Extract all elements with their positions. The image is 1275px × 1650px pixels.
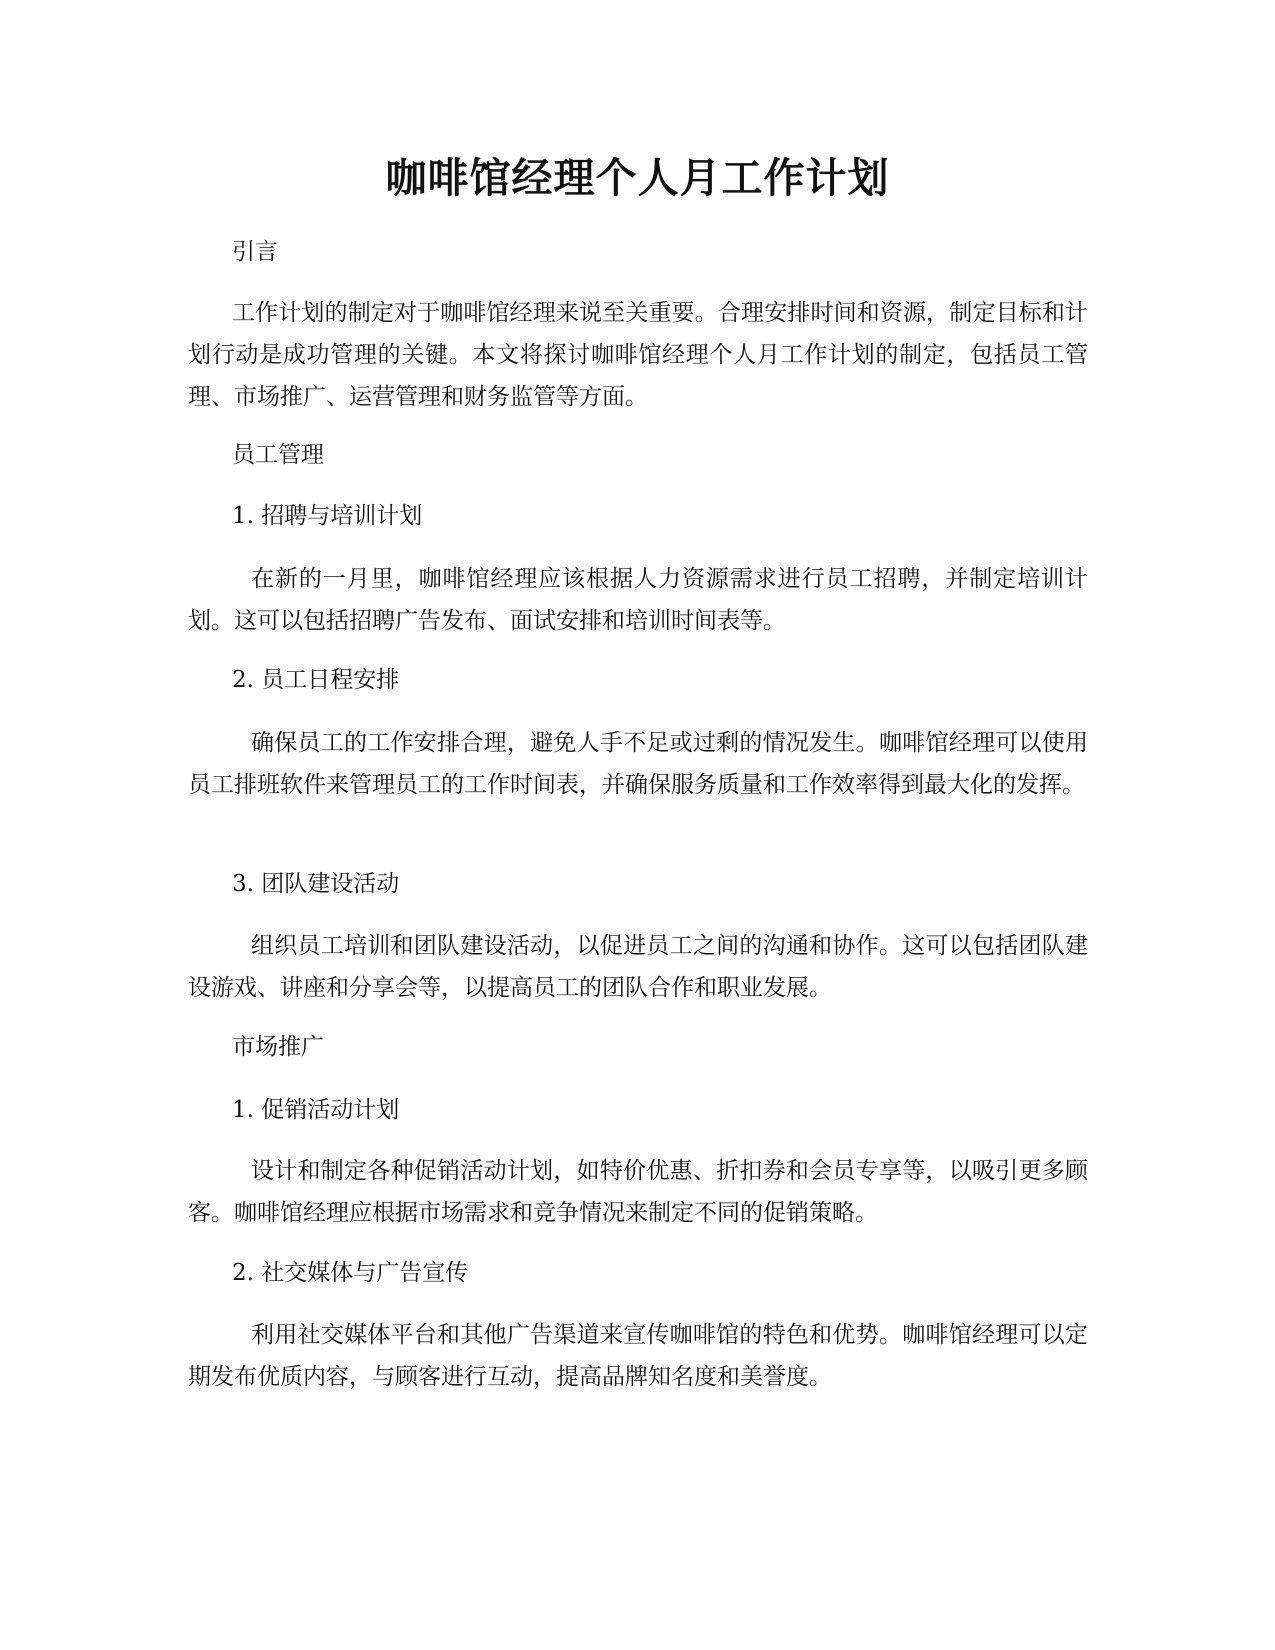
marketing-item-1-title: 1. 促销活动计划 [232, 1097, 400, 1123]
staff-section-heading: 员工管理 [232, 442, 324, 468]
staff-item-2-title: 2. 员工日程安排 [232, 667, 400, 693]
staff-item-1-text: 在新的一月里，咖啡馆经理应该根据人力资源需求进行员工招聘，并制定培训计划。这可以包括招聘广告发布、面试安排和培训时间表等。 [188, 566, 1088, 634]
staff-item-3-text: 组织员工培训和团队建设活动，以促进员工之间的沟通和协作。这可以包括团队建设游戏、讲座和分享会等，以提高员工的团队合作和职业发展。 [188, 933, 1088, 1001]
marketing-item-2-title: 2. 社交媒体与广告宣传 [232, 1260, 469, 1286]
staff-item-2-text: 确保员工的工作安排合理，避免人手不足或过剩的情况发生。咖啡馆经理可以使用员工排班软件来管理员工的工作时间表，并确保服务质量和工作效率得到最大化的发挥。 [188, 730, 1088, 798]
intro-paragraph: 工作计划的制定对于咖啡馆经理来说至关重要。合理安排时间和资源，制定目标和计划行动是成功管理的关键。本文将探讨咖啡馆经理个人月工作计划的制定，包括员工管理、市场推广、运营管理和财务监管等方面。 [188, 300, 1088, 410]
marketing-section-heading: 市场推广 [232, 1034, 324, 1060]
intro-heading: 引言 [232, 239, 278, 265]
staff-item-1-title: 1. 招聘与培训计划 [232, 503, 423, 529]
staff-item-3-title: 3. 团队建设活动 [232, 871, 400, 897]
marketing-item-2-text: 利用社交媒体平台和其他广告渠道来宣传咖啡馆的特色和优势。咖啡馆经理可以定期发布优质内容，与顾客进行互动，提高品牌知名度和美誉度。 [188, 1322, 1088, 1390]
page-title: 咖啡馆经理个人月工作计划 [385, 154, 890, 202]
marketing-item-1-text: 设计和制定各种促销活动计划，如特价优惠、折扣券和会员专享等，以吸引更多顾客。咖啡馆经理应根据市场需求和竞争情况来制定不同的促销策略。 [188, 1158, 1088, 1226]
